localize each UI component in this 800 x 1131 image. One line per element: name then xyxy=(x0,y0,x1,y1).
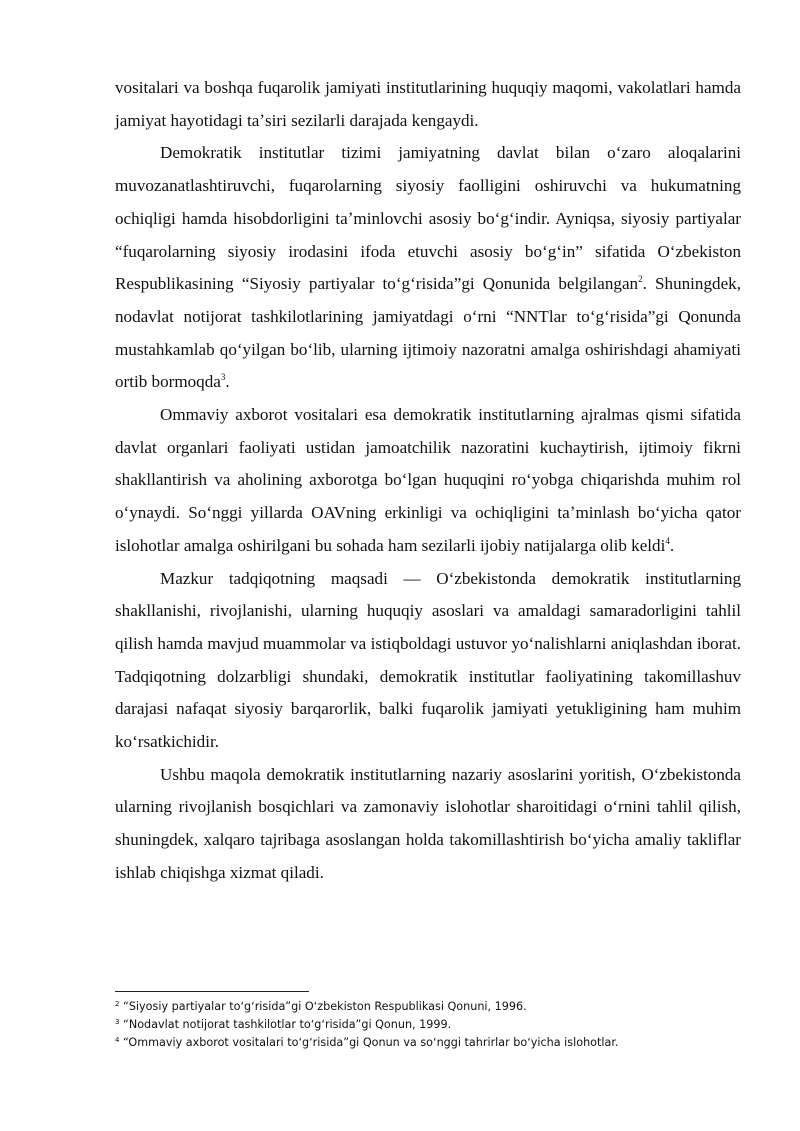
paragraph xyxy=(115,137,741,399)
footnote-number: 2 xyxy=(115,1000,120,1008)
footnote-text: “Nodavlat notijorat tashkilotlar toʻgʻrisida”gi Qonun, 1999. xyxy=(123,1018,452,1032)
paragraph-text: vositalari va boshqa fuqarolik jamiyati institutlarining huquqiy maqomi, vakolatlari hamda jamiyat hayotidagi taʼsiri sezilarli darajada kengaydi. xyxy=(115,78,741,130)
paragraph xyxy=(115,72,741,137)
footnote-text: “Siyosiy partiyalar toʻgʻrisida”gi Oʻzbekiston Respublikasi Qonuni, 1996. xyxy=(123,1000,527,1013)
paragraph-text: Demokratik institutlar tizimi jamiyatning davlat bilan oʻzaro aloqalarini muvozanatlashtiruvchi, fuqarolarning siyosiy faolligini oshiruvchi va hukumatning ochiqligi hamda hisobdorligini taʼminlovchi asosiy boʻgʻindir. Ayniqsa, siyosiy partiyalar “fuqarolarning siyosiy irodasini ifoda etuvchi asosiy boʻgʻin” sifatida Oʻzbekiston Respublikasining “Siyosiy partiyalar toʻgʻrisida”gi Qonunida belgilangan xyxy=(115,143,741,294)
paragraph-text: . xyxy=(669,535,675,555)
paragraph xyxy=(115,399,741,563)
footnote-ref[interactable]: 3 xyxy=(220,372,226,383)
paragraph-text: Mazkur tadqiqotning maqsadi — Oʻzbekistonda demokratik institutlarning shakllanishi, rivojlanishi, ularning huquqiy asoslari va amaldagi samaradorligini tahlil qilish hamda mavjud muammolar va istiqboldagi ustuvor yoʻnalishlarni aniqlashdan iborat. Tadqiqotning dolzarbligi shundaki, demokratik institutlar faoliyatining takomillashuv darajasi nafaqat siyosiy barqarorlik, balki fuqarolik jamiyati yetukligining ham muhim koʻrsatkichidir. xyxy=(115,568,741,752)
footnotes xyxy=(115,998,755,1053)
footnote xyxy=(115,998,755,1016)
footnote-text: “Ommaviy axborot vositalari toʻgʻrisida”gi Qonun va soʻnggi tahrirlar boʻyicha islohotlar. xyxy=(123,1036,619,1050)
footnote-ref[interactable]: 4 xyxy=(665,535,670,546)
paragraph-text: Ommaviy axborot vositalari esa demokratik institutlarning ajralmas qismi sifatida davlat organlari faoliyati ustidan jamoatchilik nazoratini kuchaytirish, ijtimoiy fikrni shakllantirish va aholining axborotga boʻlgan huquqini roʻyobga chiqarishda muhim rol oʻynaydi. Soʻnggi yillarda OAVning erkinligi va ochiqligini taʼminlash boʻyicha qator islohotlar amalga oshirilgani bu sohada ham sezilarli ijobiy natijalarga olib keldi xyxy=(115,405,741,555)
paragraph-text: Ushbu maqola demokratik institutlarning nazariy asoslarini yoritish, Oʻzbekistonda ularning rivojlanish bosqichlari va zamonaviy islohotlar sharoitidagi oʻrnini tahlil qilish, shuningdek, xalqaro tajribaga asoslangan holda takomillashtirish boʻyicha amaliy takliflar ishlab chiqishga xizmat qiladi. xyxy=(115,764,741,882)
footnote-separator xyxy=(115,991,309,992)
paragraph-text: . xyxy=(225,372,230,392)
paragraph xyxy=(115,759,741,890)
footnote xyxy=(115,1016,755,1034)
paragraph xyxy=(115,563,741,759)
body-text xyxy=(115,72,741,890)
footnote-number: 3 xyxy=(115,1018,120,1027)
footnote-ref[interactable]: 2 xyxy=(638,274,643,285)
footnote-number: 4 xyxy=(115,1036,120,1045)
paragraph-text: . Shuningdek, nodavlat notijorat tashkilotlarining jamiyatdagi oʻrni “NNTlar toʻgʻrisida”gi Qonunda mustahkamlab qoʻyilgan boʻlib, ularning ijtimoiy nazoratni amalga oshirishdagi ahamiyati ortib bormoqda xyxy=(115,274,741,392)
footnote xyxy=(115,1034,755,1052)
